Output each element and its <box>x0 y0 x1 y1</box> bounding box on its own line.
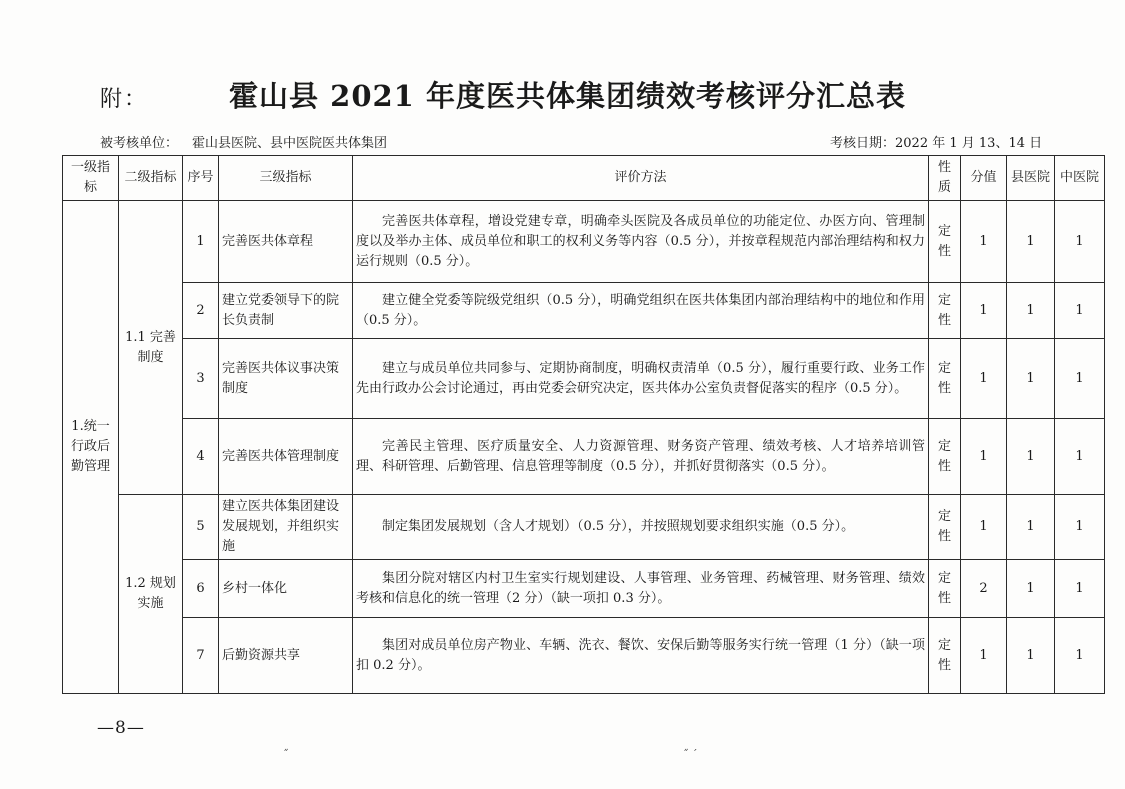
table-header-row <box>63 156 1105 201</box>
page-number: —8— <box>97 718 145 738</box>
level3-indicator: 完善医共体章程 <box>219 201 353 283</box>
nature: 定性 <box>929 560 961 618</box>
table-row <box>63 618 1105 694</box>
table-row <box>63 560 1105 618</box>
evaluation-method: 完善医共体章程，增设党建专章，明确牵头医院及各成员单位的功能定位、办医方向、管理制度以及举办主体、成员单位和职工的权利义务等内容（0.5 分），并按章程规范内部治理结构和权力运行规则（0.5 分）。 <box>353 201 929 283</box>
level3-indicator: 后勤资源共享 <box>219 618 353 694</box>
county-hospital-score: 1 <box>1007 201 1055 283</box>
attachment-label: 附： <box>100 87 149 112</box>
col-header-score: 分值 <box>961 156 1007 201</box>
level2-indicator: 1.1 完善制度 <box>119 201 183 495</box>
county-hospital-score: 1 <box>1007 560 1055 618</box>
col-header-number: 序号 <box>183 156 219 201</box>
col-header-county-hospital: 县医院 <box>1007 156 1055 201</box>
assessment-date-value: 2022 年 1 月 13、14 日 <box>895 136 1043 151</box>
evaluation-method: 制定集团发展规划（含人才规划）（0.5 分），并按照规划要求组织实施（0.5 分）。 <box>353 495 929 560</box>
tcm-hospital-score: 1 <box>1055 419 1105 495</box>
score: 1 <box>961 339 1007 419</box>
table-row <box>63 201 1105 283</box>
tcm-hospital-score: 1 <box>1055 560 1105 618</box>
nature: 定性 <box>929 339 961 419</box>
scan-speck: ˝ <box>283 748 289 761</box>
level3-indicator: 完善医共体管理制度 <box>219 419 353 495</box>
county-hospital-score: 1 <box>1007 283 1055 339</box>
nature: 定性 <box>929 283 961 339</box>
level3-indicator: 乡村一体化 <box>219 560 353 618</box>
col-header-method: 评价方法 <box>353 156 929 201</box>
nature: 定性 <box>929 495 961 560</box>
assessment-date-label: 考核日期： <box>830 136 896 151</box>
row-number: 2 <box>183 283 219 339</box>
score: 1 <box>961 618 1007 694</box>
tcm-hospital-score: 1 <box>1055 495 1105 560</box>
evaluation-method: 建立与成员单位共同参与、定期协商制度，明确权责清单（0.5 分），履行重要行政、业务工作先由行政办公会讨论通过，再由党委会研究决定，医共体办公室负责督促落实的程序（0.5 分）。 <box>353 339 929 419</box>
assessed-unit <box>100 132 387 151</box>
score: 1 <box>961 283 1007 339</box>
tcm-hospital-score: 1 <box>1055 283 1105 339</box>
row-number: 6 <box>183 560 219 618</box>
nature: 定性 <box>929 419 961 495</box>
level3-indicator: 建立党委领导下的院长负责制 <box>219 283 353 339</box>
row-number: 1 <box>183 201 219 283</box>
county-hospital-score: 1 <box>1007 339 1055 419</box>
score: 1 <box>961 495 1007 560</box>
level2-indicator: 1.2 规划实施 <box>119 495 183 694</box>
col-header-tcm-hospital: 中医院 <box>1055 156 1105 201</box>
document-title-text: 霍山县 2021 年度医共体集团绩效考核评分汇总表 <box>229 79 906 113</box>
assessed-unit-label: 被考核单位： <box>100 136 179 151</box>
evaluation-method: 集团分院对辖区内村卫生室实行规划建设、人事管理、业务管理、药械管理、财务管理、绩效考核和信息化的统一管理（2 分）（缺一项扣 0.3 分）。 <box>353 560 929 618</box>
county-hospital-score: 1 <box>1007 618 1055 694</box>
score: 1 <box>961 201 1007 283</box>
nature: 定性 <box>929 201 961 283</box>
col-header-nature: 性质 <box>929 156 961 201</box>
table-row <box>63 339 1105 419</box>
col-header-level1: 一级指标 <box>63 156 119 201</box>
assessed-unit-value: 霍山县医院、县中医院医共体集团 <box>192 136 388 151</box>
county-hospital-score: 1 <box>1007 495 1055 560</box>
table-row <box>63 283 1105 339</box>
evaluation-method: 建立健全党委等院级党组织（0.5 分），明确党组织在医共体集团内部治理结构中的地位和作用（0.5 分）。 <box>353 283 929 339</box>
score: 2 <box>961 560 1007 618</box>
col-header-level2: 二级指标 <box>119 156 183 201</box>
table-row <box>63 495 1105 560</box>
assessment-date <box>830 132 1042 151</box>
row-number: 5 <box>183 495 219 560</box>
level3-indicator: 完善医共体议事决策制度 <box>219 339 353 419</box>
document-title <box>0 74 1125 115</box>
county-hospital-score: 1 <box>1007 419 1055 495</box>
level3-indicator: 建立医共体集团建设发展规划，并组织实施 <box>219 495 353 560</box>
score-summary-table <box>62 155 1105 694</box>
score: 1 <box>961 419 1007 495</box>
scan-speck: ˝ ˊ <box>683 748 698 761</box>
tcm-hospital-score: 1 <box>1055 339 1105 419</box>
tcm-hospital-score: 1 <box>1055 618 1105 694</box>
tcm-hospital-score: 1 <box>1055 201 1105 283</box>
evaluation-method: 完善民主管理、医疗质量安全、人力资源管理、财务资产管理、绩效考核、人才培养培训管理、科研管理、后勤管理、信息管理等制度（0.5 分），并抓好贯彻落实（0.5 分）。 <box>353 419 929 495</box>
col-header-level3: 三级指标 <box>219 156 353 201</box>
table-row <box>63 419 1105 495</box>
nature: 定性 <box>929 618 961 694</box>
level1-indicator: 1.统一行政后勤管理 <box>63 201 119 694</box>
row-number: 7 <box>183 618 219 694</box>
row-number: 4 <box>183 419 219 495</box>
evaluation-method: 集团对成员单位房产物业、车辆、洗衣、餐饮、安保后勤等服务实行统一管理（1 分）（缺一项扣 0.2 分）。 <box>353 618 929 694</box>
row-number: 3 <box>183 339 219 419</box>
